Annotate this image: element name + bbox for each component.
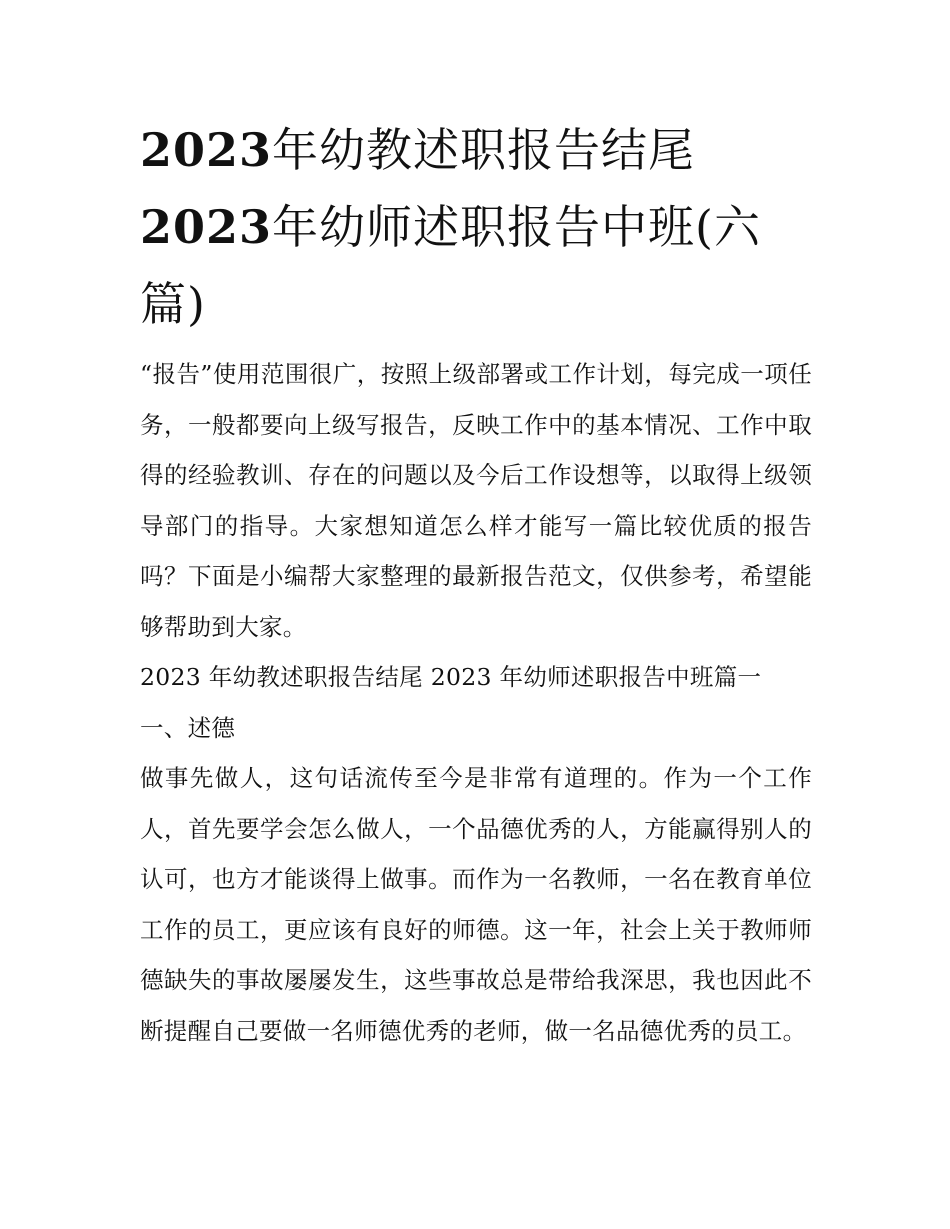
title-text: 篇) (140, 277, 206, 331)
document-title (140, 112, 812, 343)
title-line-1 (140, 112, 812, 189)
section-heading: 2023 年幼教述职报告结尾 2023 年幼师述职报告中班篇一 一、述德 (140, 663, 762, 742)
title-line-3 (140, 266, 812, 343)
body-paragraph: 做事先做人，这句话流传至今是非常有道理的。作为一个工作人，首先要学会怎么做人，一个品德优秀的人，方能赢得别人的认可，也方才能谈得上做事。而作为一名教师，一名在教育单位工作的员工，更应该有良好的师德。这一年，社会上关于教师师德缺失的事故屡屡发生，这些事故总是带给我深思，我也因此不断提醒自己要做一名师德优秀的老师，做一名品德优秀的员工。 (140, 764, 812, 1045)
title-text: 年幼师述职报告中班(六 (272, 200, 761, 254)
title-line-2 (140, 189, 812, 266)
document-page (140, 112, 812, 1056)
title-year: 2023 (140, 200, 273, 254)
intro-paragraph: “报告”使用范围很广，按照上级部署或工作计划，每完成一项任务，一般都要向上级写报告，反映工作中的基本情况、工作中取得的经验教训、存在的问题以及今后工作设想等，以取得上级领导部门的指导。大家想知道怎么样才能写一篇比较优质的报告吗？下面是小编帮大家整理的最新报告范文，仅供参考，希望能够帮助到大家。 (140, 360, 812, 641)
title-text: 年幼教述职报告结尾 (272, 123, 696, 177)
title-year: 2023 (140, 123, 273, 177)
